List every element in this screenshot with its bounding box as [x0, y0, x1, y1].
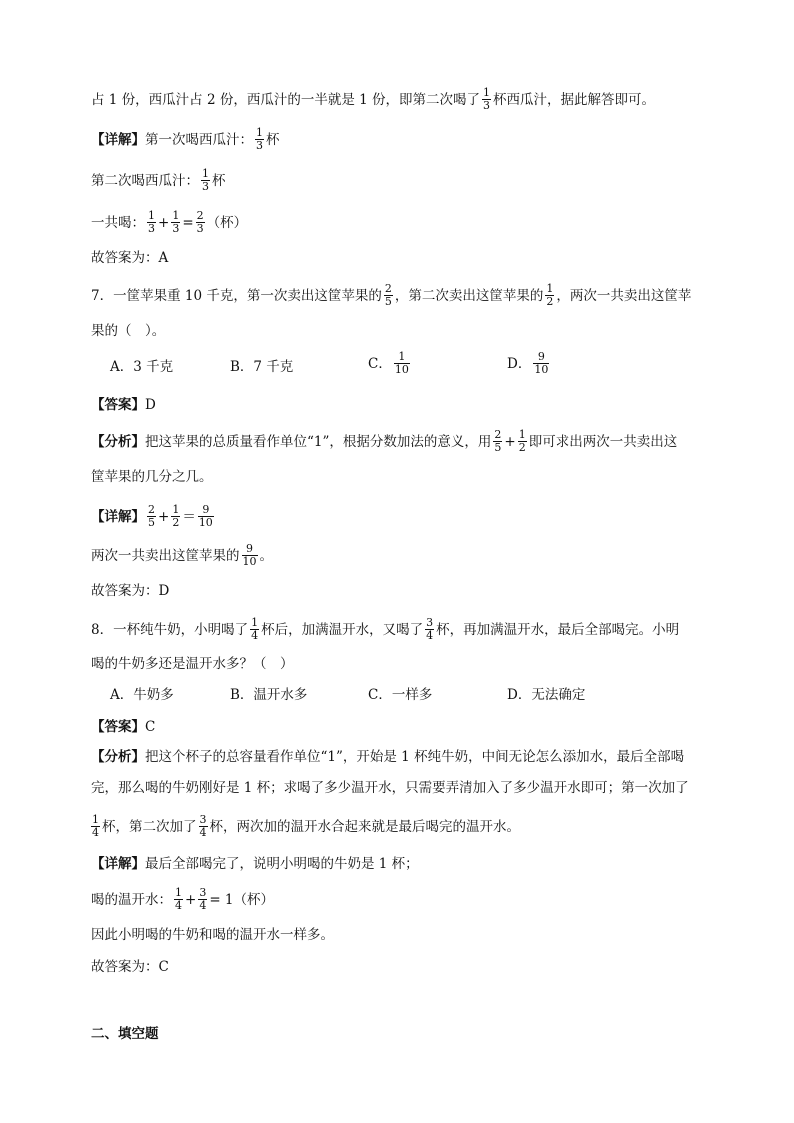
q7-conclusion: [91, 544, 273, 569]
fraction-two-fifths: $\frac{2}{5}$: [384, 282, 392, 308]
fraction-one-half: $\frac{1}{2}$: [172, 503, 180, 529]
fraction-one-quarter: $\frac{1}{4}$: [251, 616, 259, 642]
plus-sign: +: [158, 509, 170, 525]
q7-analysis-line2: 筐苹果的几分之几。: [91, 469, 213, 485]
q8-option-a[interactable]: A．牛奶多: [110, 687, 174, 703]
detail-label: 【详解】: [91, 856, 145, 872]
q8-water-label: 喝的温开水：: [91, 892, 172, 908]
answer-label: 【答案】: [91, 397, 145, 413]
fraction-one-quarter: $\frac{1}{4}$: [175, 886, 182, 912]
fraction-nine-tenths: $\frac{9}{10}$: [198, 503, 213, 529]
equals-sign: =: [182, 215, 194, 231]
q7-stem-line2: 果的（ ）。: [91, 323, 166, 339]
q6-detail-line: [91, 128, 280, 153]
q8-water-result: = 1（杯）: [209, 892, 275, 908]
fraction-three-quarters: $\frac{3}{4}$: [199, 813, 207, 839]
total-unit: （杯）: [206, 215, 248, 231]
q7-option-a[interactable]: A．3 千克: [110, 359, 174, 375]
q8-option-c[interactable]: C．一样多: [368, 687, 433, 703]
q7-analysis: [91, 430, 677, 455]
q7-stem-mid: ，第二次卖出这筐苹果的: [394, 288, 544, 304]
q8-analysis-text: 把这个杯子的总容量看作单位“1”，开始是 1 杯纯牛奶，中间无论怎么添加水，最后全部喝: [145, 749, 685, 765]
fraction-one-half: $\frac{1}{2}$: [518, 428, 526, 454]
q8-answer: [91, 718, 155, 736]
cup-unit: 杯: [266, 132, 280, 148]
q6-second-line: [91, 169, 226, 194]
q6-explain-line: [91, 88, 655, 113]
fraction-one-half: $\frac{1}{2}$: [546, 282, 554, 308]
q7-analysis-end: 即可求出两次一共卖出这: [528, 434, 678, 450]
fraction-one-tenth: $\frac{1}{10}$: [394, 350, 409, 376]
q8-option-b[interactable]: B．温开水多: [230, 687, 308, 703]
q8-stem: [91, 618, 679, 643]
q7-answer: [91, 396, 156, 414]
q6-total-line: [91, 211, 247, 236]
q7-stem-text: 7．一筐苹果重 10 千克，第一次卖出这筐苹果的: [91, 288, 382, 304]
q8-detail: [91, 855, 419, 873]
q8-stem-text: 8．一杯纯牛奶，小明喝了: [91, 622, 249, 638]
q7-option-b[interactable]: B．7 千克: [230, 359, 294, 375]
q7-option-d-label: D．: [507, 356, 532, 372]
q7-stem-end: ，两次一共卖出这筐苹: [556, 288, 692, 304]
q6-explain-text: 占 1 份，西瓜汁占 2 份，西瓜汁的一半就是 1 份，即第二次喝了: [91, 92, 481, 108]
fraction-three-quarters: $\frac{3}{4}$: [199, 886, 207, 912]
equals-sign: ＝: [182, 509, 196, 525]
plus-sign: +: [158, 215, 170, 231]
q6-second-drink: 第二次喝西瓜汁：: [91, 173, 199, 189]
plus-sign: +: [185, 892, 197, 908]
q8-analysis-line3: [91, 815, 520, 840]
fraction-one-third: $\frac{1}{3}$: [148, 209, 155, 235]
analysis-label: 【分析】: [91, 749, 145, 765]
q8-analysis-mid: 杯，第二次加了: [102, 819, 197, 835]
q8-analysis-end: 杯，两次加的温开水合起来就是最后喝完的温开水。: [209, 819, 520, 835]
q8-conclusion: 因此小明喝的牛奶和喝的温开水一样多。: [91, 927, 334, 943]
q7-final: 故答案为：D: [91, 583, 170, 599]
q7-option-c-label: C．: [368, 356, 392, 372]
answer-value: D: [145, 397, 156, 413]
fraction-one-third: $\frac{1}{3}$: [256, 126, 263, 152]
q8-stem-mid: 杯后，加满温开水，又喝了: [261, 622, 424, 638]
cup-unit: 杯: [212, 173, 226, 189]
q6-first-drink: 第一次喝西瓜汁：: [145, 132, 253, 148]
q7-stem: [91, 284, 691, 309]
q7-conclusion-end: 。: [259, 548, 273, 564]
fraction-one-third: $\frac{1}{3}$: [483, 86, 491, 112]
q7-analysis-text: 把这苹果的总质量看作单位“1”，根据分数加法的意义，用: [145, 434, 492, 450]
q8-stem-line2: 喝的牛奶多还是温开水多？（ ）: [91, 656, 294, 672]
q7-detail: [91, 505, 216, 530]
section-title: 二、填空题: [91, 1026, 159, 1042]
q7-option-d[interactable]: [507, 352, 551, 377]
fraction-two-fifths: $\frac{2}{5}$: [494, 428, 502, 454]
analysis-label: 【分析】: [91, 434, 145, 450]
q6-total-label: 一共喝：: [91, 215, 145, 231]
fraction-three-quarters: $\frac{3}{4}$: [426, 616, 434, 642]
detail-label: 【详解】: [91, 132, 145, 148]
q7-conclusion-text: 两次一共卖出这筐苹果的: [91, 548, 240, 564]
q8-analysis-line1: [91, 748, 684, 766]
q8-final: 故答案为：C: [91, 959, 169, 975]
answer-value: C: [145, 719, 156, 735]
fraction-one-third: $\frac{1}{3}$: [202, 167, 209, 193]
fraction-nine-tenths: $\frac{9}{10}$: [534, 350, 549, 376]
q8-water-line: [91, 888, 274, 913]
plus-sign: +: [504, 434, 516, 450]
fraction-one-third: $\frac{1}{3}$: [172, 209, 180, 235]
fraction-nine-tenths: $\frac{9}{10}$: [242, 542, 257, 568]
detail-label: 【详解】: [91, 509, 145, 525]
q8-stem-end: 杯，再加满温开水，最后全部喝完。小明: [436, 622, 680, 638]
answer-label: 【答案】: [91, 719, 145, 735]
fraction-two-thirds: $\frac{2}{3}$: [196, 209, 204, 235]
q8-option-d[interactable]: D．无法确定: [507, 687, 586, 703]
q7-option-c[interactable]: [368, 352, 412, 377]
q6-explain-text-end: 杯西瓜汁，据此解答即可。: [493, 92, 656, 108]
fraction-one-quarter: $\frac{1}{4}$: [92, 813, 99, 839]
q6-answer: 故答案为：A: [91, 250, 169, 266]
q8-detail-text: 最后全部喝完了，说明小明喝的牛奶是 1 杯；: [145, 856, 419, 872]
q8-analysis-line2: 完，那么喝的牛奶刚好是 1 杯；求喝了多少温开水，只需要弄清加入了多少温开水即可；第一次加了: [91, 780, 689, 796]
fraction-two-fifths: $\frac{2}{5}$: [148, 503, 155, 529]
